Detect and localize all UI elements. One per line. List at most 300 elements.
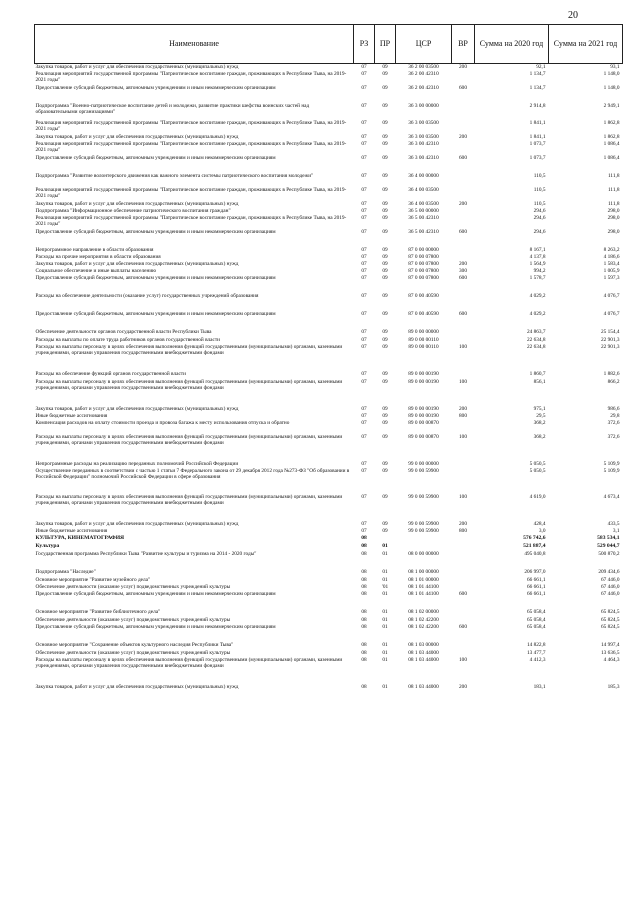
cell-csr: 36 2 00 42310: [408, 84, 439, 91]
cell-sum-2021: 5 109,9: [603, 460, 620, 467]
table-row: [35, 229, 623, 247]
cell-csr: 87 0 00 40590: [408, 292, 439, 299]
cell-rz: 07: [361, 267, 367, 274]
cell-name: Основное мероприятие "Сохранение объектов культурного наследия Республики Тыва": [35, 641, 234, 648]
cell-vr: [452, 254, 475, 261]
cell-sum-2021: 65 824,5: [600, 623, 620, 630]
cell-csr: 89 0 00 00870: [408, 419, 439, 426]
cell-sum-2020: 856,1: [533, 378, 546, 385]
cell-sum-2020: 92,1: [536, 64, 546, 70]
cell-pr: 09: [382, 419, 388, 426]
cell-rz: 08: [361, 683, 367, 690]
cell-sum-2021: 22 901,3: [600, 336, 620, 343]
cell-name: Закупка товаров, работ и услуг для обеспечения государственных (муниципальных) нужд: [35, 200, 239, 207]
cell-csr: 99 0 00 59900: [408, 520, 439, 527]
cell-sum-2021: 1 086,4: [603, 140, 620, 147]
cell-sum-2021: 500 870,2: [598, 550, 620, 557]
cell-vr: [452, 642, 475, 650]
cell-pr: 09: [382, 292, 388, 299]
cell-pr: 09: [382, 378, 388, 385]
cell-sum-2021: 866,2: [607, 378, 620, 385]
page-number: 20: [568, 10, 578, 21]
header-rz: РЗ: [354, 25, 375, 64]
cell-sum-2021: 25 154,4: [600, 328, 620, 335]
cell-csr: 87 0 00 07800: [408, 260, 439, 267]
cell-name: Предоставление субсидий бюджетным, автономным учреждениям и иным некоммерческим организациям: [35, 310, 276, 317]
table-row: [35, 521, 623, 528]
cell-vr: 200: [459, 405, 467, 412]
cell-csr: 08 1 03 44000: [408, 683, 439, 690]
cell-name: Закупка товаров, работ и услуг для обеспечения государственных (муниципальных) нужд: [35, 405, 239, 412]
cell-vr: 200: [459, 520, 467, 527]
cell-name: Закупка товаров, работ и услуг для обеспечения государственных (муниципальных) нужд: [35, 683, 239, 690]
cell-vr: [452, 609, 475, 617]
cell-sum-2021: 209 434,6: [598, 568, 620, 575]
cell-sum-2020: 1 073,7: [529, 154, 546, 161]
cell-pr: 09: [382, 433, 388, 440]
cell-csr: 36 3 00 42310: [408, 140, 439, 147]
table-row: [35, 268, 623, 275]
cell-sum-2020: 13 477,7: [526, 649, 546, 656]
cell-vr: 600: [459, 590, 467, 597]
cell-sum-2021: 1 148,0: [603, 84, 620, 91]
cell-sum-2020: 4 029,2: [529, 292, 546, 299]
cell-pr: 09: [382, 343, 388, 350]
table-header-row: [35, 25, 623, 64]
cell-rz: 07: [361, 370, 367, 377]
cell-sum-2021: 65 824,5: [600, 616, 620, 623]
cell-pr: 09: [382, 64, 388, 70]
cell-csr: 08 1 02 00000: [408, 608, 439, 615]
table-row: [35, 201, 623, 208]
cell-sum-2021: 22 901,3: [600, 343, 620, 350]
cell-sum-2021: 1 882,6: [603, 370, 620, 377]
cell-pr: 09: [382, 328, 388, 335]
cell-sum-2021: 1 086,4: [603, 154, 620, 161]
table-row: [35, 468, 623, 494]
cell-csr: 87 0 00 07800: [408, 267, 439, 274]
cell-sum-2021: 529 044,7: [597, 542, 620, 549]
table-row: [35, 569, 623, 577]
cell-sum-2020: 994,2: [533, 267, 546, 274]
cell-csr: 89 0 00 00190: [408, 370, 439, 377]
cell-name: Реализация мероприятий государственной программы "Патриотическое воспитание граждан, проживающих в Республике Тыва, на 2019-2021 годы": [35, 214, 347, 227]
cell-sum-2020: 1 134,7: [529, 70, 546, 77]
cell-sum-2021: 8 263,2: [603, 246, 620, 253]
cell-name: Предоставление субсидий бюджетным, автономным учреждениям и иным некоммерческим организациям: [35, 228, 276, 235]
cell-sum-2021: 1 148,0: [603, 70, 620, 77]
cell-pr: 09: [382, 214, 388, 221]
cell-pr: 09: [382, 274, 388, 281]
cell-csr: 36 2 00 42310: [408, 70, 439, 77]
cell-sum-2020: 1 073,7: [529, 140, 546, 147]
cell-sum-2021: 986,6: [607, 405, 620, 412]
cell-sum-2021: 433,5: [607, 520, 620, 527]
cell-name: Подпрограмма "Развитие волонтерского движения как важного элемента системы патриотического воспитания молодежи": [35, 172, 314, 179]
cell-pr: 01: [382, 656, 388, 663]
cell-rz: 07: [361, 336, 367, 343]
cell-csr: 36 5 00 42310: [408, 228, 439, 235]
cell-rz: 07: [361, 140, 367, 147]
cell-sum-2021: 67 446,0: [600, 590, 620, 597]
cell-vr: 300: [459, 267, 467, 274]
cell-sum-2020: 1 860,7: [529, 370, 546, 377]
cell-name: Обеспечение деятельности (оказание услуг) подведомственных учреждений культуры: [35, 583, 231, 590]
cell-rz: 07: [361, 493, 367, 500]
cell-csr: 08 1 00 00000: [408, 568, 439, 575]
cell-vr: [452, 103, 475, 120]
table-row: [35, 617, 623, 624]
cell-csr: 36 4 00 03500: [408, 186, 439, 193]
table-row: [35, 684, 623, 698]
cell-name: Государственная программа Республики Тыва "Развитие культуры и туризма на 2014 - 2020 годы": [35, 550, 257, 557]
cell-name: Культура: [35, 542, 60, 549]
cell-vr: 800: [459, 412, 467, 419]
cell-name: Расходы на выплаты персоналу в целях обеспечения выполнения функций государственными (муниципальными) органами, казенными учреждениями, органами управления государственными внебюджетными фондами: [35, 656, 343, 669]
cell-vr: 800: [459, 527, 467, 534]
table-row: [35, 528, 623, 535]
cell-pr: 09: [382, 207, 388, 214]
cell-csr: 36 5 00 00000: [408, 207, 439, 214]
header-sum-2020: Сумма на 2020 год: [475, 25, 549, 64]
cell-sum-2020: 66 661,1: [526, 590, 546, 597]
cell-name: Подпрограмма "Информационное обеспечение патриотического воспитания граждан": [35, 207, 231, 214]
cell-name: Подпрограмма "Военно-патриотическое воспитание детей и молодежи, развитие практики шефства воинских частей над образовательными организациями": [35, 102, 310, 115]
cell-rz: 08: [361, 616, 367, 623]
cell-name: Предоставление субсидий бюджетным, автономным учреждениям и иным некоммерческим организациям: [35, 154, 276, 161]
cell-vr: [452, 461, 475, 468]
table-row: [35, 155, 623, 173]
cell-sum-2021: 65 824,5: [600, 608, 620, 615]
cell-sum-2021: 4 464,3: [603, 656, 620, 663]
cell-csr: 36 4 00 03500: [408, 200, 439, 207]
cell-csr: 08 1 01 00000: [408, 576, 439, 583]
cell-sum-2020: 2 914,8: [529, 102, 546, 109]
cell-csr: 36 3 00 03500: [408, 119, 439, 126]
cell-sum-2021: 1 005,9: [603, 267, 620, 274]
cell-vr: [452, 187, 475, 201]
cell-csr: 89 0 00 00870: [408, 433, 439, 440]
cell-sum-2021: 185,3: [607, 683, 620, 690]
cell-sum-2020: 428,4: [533, 520, 546, 527]
table-row: [35, 650, 623, 657]
table-row: [35, 461, 623, 468]
cell-sum-2020: 22 634,8: [526, 343, 546, 350]
table-row: [35, 551, 623, 569]
cell-sum-2020: 1 841,1: [529, 119, 546, 126]
cell-csr: [396, 543, 452, 551]
cell-rz: 07: [361, 70, 367, 77]
table-row: [35, 134, 623, 141]
cell-csr: 36 5 00 42310: [408, 214, 439, 221]
cell-pr: 09: [382, 70, 388, 77]
table-row: [35, 215, 623, 229]
table-row: [35, 254, 623, 261]
table-row: [35, 120, 623, 134]
cell-vr: [452, 551, 475, 569]
cell-name: Обеспечение деятельности (оказание услуг) подведомственных учреждений культуры: [35, 616, 231, 623]
cell-vr: 100: [459, 378, 467, 385]
cell-vr: 600: [459, 154, 467, 161]
cell-sum-2020: 5 050,5: [529, 467, 546, 474]
cell-name: Расходы на обеспечение функций органов государственной власти: [35, 370, 186, 377]
header-vr: ВР: [452, 25, 475, 64]
table-row: [35, 64, 623, 71]
cell-sum-2020: 4 619,0: [529, 493, 546, 500]
table-row: [35, 371, 623, 379]
table-row: [35, 103, 623, 120]
cell-csr: 36 4 00 00000: [408, 172, 439, 179]
cell-sum-2020: 5 050,5: [529, 460, 546, 467]
cell-sum-2020: 495 040,8: [524, 550, 546, 557]
table-row: [35, 591, 623, 609]
cell-vr: [452, 569, 475, 577]
cell-sum-2020: 4 029,2: [529, 310, 546, 317]
cell-sum-2020: 183,1: [533, 683, 546, 690]
cell-name: Реализация мероприятий государственной программы "Патриотическое воспитание граждан, проживающих в Республике Тыва, на 2019-2021 годы": [35, 186, 347, 199]
cell-pr: 09: [382, 228, 388, 235]
cell-name: Основное мероприятие "Развитие библиотечного дела": [35, 608, 161, 615]
cell-name: Расходы на выплаты персоналу в целях обеспечения выполнения функций государственными (муниципальными) органами, казенными учреждениями, органами управления государственными внебюджетными фондами: [35, 378, 343, 391]
cell-csr: 36 2 00 03500: [408, 64, 439, 70]
table-row: [35, 609, 623, 617]
cell-sum-2021: 93,1: [610, 64, 620, 70]
cell-pr: 09: [382, 119, 388, 126]
cell-vr: [452, 371, 475, 379]
cell-rz: 08: [361, 590, 367, 597]
header-sum-2021: Сумма на 2021 год: [549, 25, 623, 64]
table-row: [35, 85, 623, 103]
cell-vr: 100: [459, 433, 467, 440]
cell-name: Расходы на выплаты персоналу в целях обеспечения выполнения функций государственными (муниципальными) органами, казенными учреждениями, органами управления государственными внебюджетными фондами: [35, 433, 343, 446]
cell-name: Непрограммное направление в области образования: [35, 246, 154, 253]
cell-vr: [452, 535, 475, 543]
cell-rz: 07: [361, 119, 367, 126]
cell-sum-2021: 4 186,6: [603, 253, 620, 260]
cell-sum-2020: 1 841,1: [529, 133, 546, 140]
cell-pr: 09: [382, 102, 388, 109]
cell-rz: 07: [361, 246, 367, 253]
cell-sum-2020: 22 634,8: [526, 336, 546, 343]
table-row: [35, 535, 623, 543]
table-row: [35, 187, 623, 201]
cell-name: Непрограммные расходы на реализацию переданных полномочий Российской Федерации: [35, 460, 239, 467]
table-row: [35, 577, 623, 584]
cell-pr: 01: [382, 542, 388, 549]
cell-pr: 09: [382, 520, 388, 527]
cell-sum-2020: 1 578,7: [529, 274, 546, 281]
cell-name: КУЛЬТУРА, КИНЕМАТОГРАФИЯ: [35, 534, 125, 541]
cell-pr: 01: [382, 649, 388, 656]
cell-rz: 07: [361, 405, 367, 412]
cell-name: Компенсация расходов на оплату стоимости проезда и провоза багажа к месту использования отпуска и обратно: [35, 419, 290, 426]
cell-vr: 600: [459, 84, 467, 91]
cell-rz: 08: [361, 608, 367, 615]
cell-name: Предоставление субсидий бюджетным, автономным учреждениям и иным некоммерческим организациям: [35, 590, 276, 597]
cell-csr: 36 3 00 00000: [408, 102, 439, 109]
cell-csr: 87 0 00 07800: [408, 274, 439, 281]
cell-vr: 100: [459, 343, 467, 350]
table-row: [35, 657, 623, 684]
cell-sum-2020: 24 863,7: [526, 328, 546, 335]
table-row: [35, 584, 623, 591]
cell-name: Предоставление субсидий бюджетным, автономным учреждениям и иным некоммерческим организациям: [35, 84, 276, 91]
cell-sum-2021: 5 109,9: [603, 467, 620, 474]
cell-vr: [452, 577, 475, 584]
cell-sum-2021: 1 583,4: [603, 260, 620, 267]
cell-rz: 08: [361, 583, 367, 590]
cell-name: Подпрограмма "Наследие": [35, 568, 96, 575]
cell-pr: 09: [382, 336, 388, 343]
cell-csr: 08 0 00 00000: [408, 550, 439, 557]
cell-pr: 09: [382, 253, 388, 260]
cell-sum-2020: 294,6: [533, 214, 546, 221]
cell-csr: 87 0 00 40590: [408, 310, 439, 317]
cell-name: Обеспечение деятельности (оказание услуг) подведомственных учреждений культуры: [35, 649, 231, 656]
cell-pr: 09: [382, 84, 388, 91]
cell-rz: 07: [361, 527, 367, 534]
cell-csr: 87 0 00 00000: [408, 246, 439, 253]
cell-vr: 600: [459, 310, 467, 317]
cell-pr: 09: [382, 260, 388, 267]
cell-sum-2020: 576 742,6: [523, 534, 546, 541]
cell-rz: 07: [361, 186, 367, 193]
cell-rz: 08: [361, 576, 367, 583]
cell-rz: 07: [361, 260, 367, 267]
cell-sum-2020: 66 661,1: [526, 576, 546, 583]
cell-rz: 08: [361, 656, 367, 663]
cell-vr: 100: [459, 656, 467, 663]
cell-sum-2020: 206 997,0: [524, 568, 546, 575]
cell-name: Предоставление субсидий бюджетным, автономным учреждениям и иным некоммерческим организациям: [35, 274, 276, 281]
cell-pr: 09: [382, 140, 388, 147]
cell-pr: 09: [382, 460, 388, 467]
cell-pr: 09: [382, 405, 388, 412]
cell-csr: 87 0 00 07800: [408, 253, 439, 260]
cell-sum-2021: 4 673,4: [603, 493, 620, 500]
table-row: [35, 71, 623, 85]
cell-vr: 600: [459, 228, 467, 235]
header-name: Наименование: [35, 25, 354, 64]
cell-sum-2021: 4 076,7: [603, 292, 620, 299]
cell-name: Социальное обеспечение и иные выплаты населению: [35, 267, 157, 274]
cell-sum-2020: 521 887,4: [523, 542, 546, 549]
table-row: [35, 329, 623, 337]
cell-pr: 09: [382, 186, 388, 193]
table-row: [35, 434, 623, 461]
cell-rz: 07: [361, 154, 367, 161]
cell-rz: 07: [361, 102, 367, 109]
cell-rz: 07: [361, 328, 367, 335]
cell-sum-2020: 110,5: [533, 172, 546, 179]
cell-name: Иные бюджетные ассигнования: [35, 412, 108, 419]
cell-pr: 01: [382, 616, 388, 623]
cell-pr: 09: [382, 200, 388, 207]
cell-vr: [452, 337, 475, 344]
cell-sum-2020: 368,2: [533, 433, 546, 440]
cell-csr: 89 0 00 00000: [408, 328, 439, 335]
cell-name: Расходы на прочие мероприятия в области образования: [35, 253, 161, 260]
cell-vr: [452, 173, 475, 187]
cell-pr: [375, 535, 396, 543]
cell-csr: 08 1 03 44000: [408, 656, 439, 663]
cell-name: Реализация мероприятий государственной программы "Патриотическое воспитание граждан, проживающих в Республике Тыва, на 2019-2021 годы": [35, 70, 347, 83]
cell-rz: 07: [361, 274, 367, 281]
cell-vr: [452, 329, 475, 337]
cell-pr: 01: [382, 641, 388, 648]
table-body: [35, 64, 623, 698]
cell-pr: 09: [382, 412, 388, 419]
table-row: [35, 141, 623, 155]
cell-sum-2021: 111,8: [607, 172, 620, 179]
cell-rz: 07: [361, 214, 367, 221]
table-row: [35, 173, 623, 187]
cell-rz: 07: [361, 467, 367, 474]
cell-vr: 600: [459, 623, 467, 630]
cell-rz: 07: [361, 64, 367, 70]
cell-name: Предоставление субсидий бюджетным, автономным учреждениям и иным некоммерческим организациям: [35, 623, 276, 630]
cell-pr: 09: [382, 172, 388, 179]
table-row: [35, 337, 623, 344]
cell-name: Расходы на выплаты по оплате труда работников органов государственной власти: [35, 336, 221, 343]
cell-sum-2021: 111,8: [607, 186, 620, 193]
cell-rz: 07: [361, 200, 367, 207]
cell-csr: 08 1 01 44100: [408, 590, 439, 597]
cell-pr: 01: [382, 608, 388, 615]
cell-name: Реализация мероприятий государственной программы "Патриотическое воспитание граждан, проживающих в Республике Тыва, на 2019-2021 годы": [35, 140, 347, 153]
cell-vr: 100: [459, 493, 467, 500]
cell-vr: [452, 141, 475, 155]
cell-vr: [452, 208, 475, 215]
cell-sum-2021: 2 949,1: [603, 102, 620, 109]
cell-pr: 09: [382, 133, 388, 140]
cell-pr: 09: [382, 493, 388, 500]
table-row: [35, 413, 623, 420]
cell-name: Закупка товаров, работ и услуг для обеспечения государственных (муниципальных) нужд: [35, 133, 239, 140]
budget-table: [34, 24, 623, 698]
cell-vr: [452, 247, 475, 254]
cell-pr: 01: [382, 590, 388, 597]
cell-sum-2020: 3,0: [538, 527, 546, 534]
cell-rz: 07: [361, 133, 367, 140]
cell-vr: 200: [459, 64, 467, 70]
cell-pr: 09: [382, 267, 388, 274]
cell-rz: 07: [361, 419, 367, 426]
table-row: [35, 624, 623, 642]
cell-sum-2021: 67 446,0: [600, 576, 620, 583]
cell-csr: 36 3 00 42310: [408, 154, 439, 161]
cell-rz: 08: [361, 641, 367, 648]
cell-rz: 07: [361, 172, 367, 179]
cell-rz: 07: [361, 433, 367, 440]
cell-rz: 08: [361, 542, 367, 549]
cell-sum-2020: 110,5: [533, 186, 546, 193]
cell-name: Расходы на обеспечение деятельности (оказание услуг) государственных учреждений образования: [35, 292, 259, 299]
cell-sum-2021: 372,6: [607, 419, 620, 426]
cell-vr: [452, 468, 475, 494]
cell-vr: [452, 420, 475, 434]
table-row: [35, 379, 623, 406]
cell-rz: 07: [361, 520, 367, 527]
cell-csr: 08 1 01 44100: [408, 583, 439, 590]
cell-vr: [452, 650, 475, 657]
cell-sum-2020: 294,6: [533, 207, 546, 214]
cell-sum-2020: 65 058,4: [526, 623, 546, 630]
table-row: [35, 543, 623, 551]
cell-name: Осуществление переданных в соответствии с частью 1 статьи 7 Федерального закона от 29 декабря 2012 года №273-ФЗ "Об образовании в Российской Федерации" полномочий Российской Федерации в сфере образования: [35, 467, 350, 480]
cell-sum-2020: 4 137,8: [529, 253, 546, 260]
cell-name: Расходы на выплаты персоналу в целях обеспечения выполнения функций государственными (муниципальными) органами, казенными учреждениями, органами управления государственными внебюджетными фондами: [35, 343, 343, 356]
